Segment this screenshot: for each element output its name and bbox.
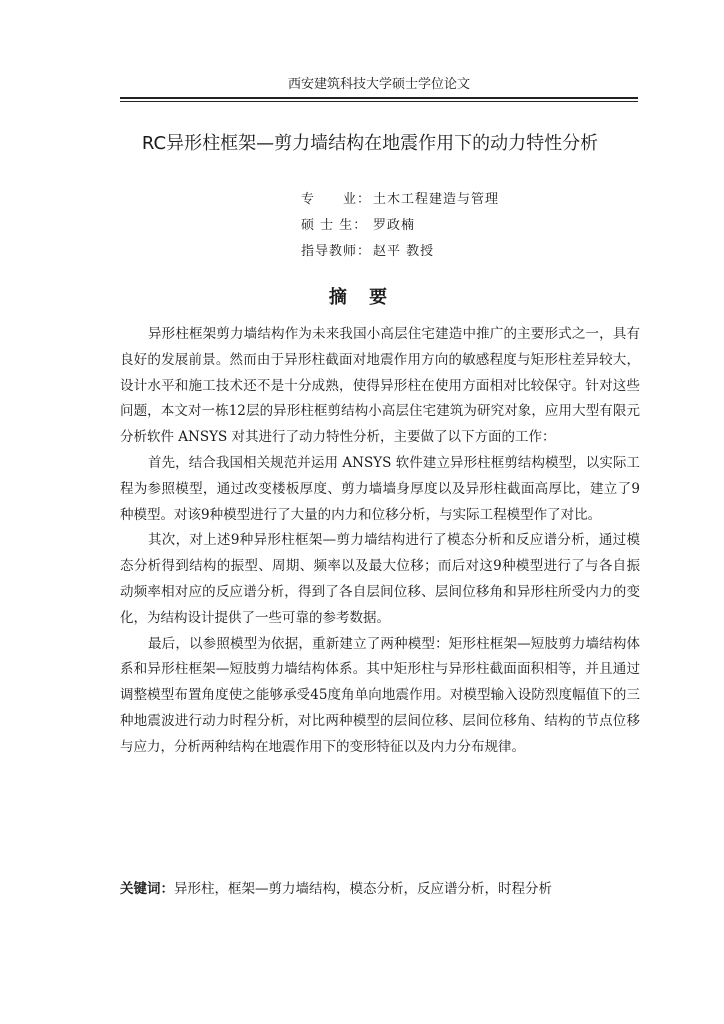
meta-advisor-label: 指导教师： <box>301 244 372 259</box>
header-rule-thin <box>120 101 638 102</box>
meta-student <box>301 213 641 239</box>
header-rule-thick <box>120 97 638 99</box>
paper-title: RC异形柱框架—剪力墙结构在地震作用下的动力特性分析 <box>141 133 599 154</box>
author-meta <box>301 187 641 265</box>
meta-student-value: 罗政楠 <box>373 218 416 233</box>
running-header: 西安建筑科技大学硕士学位论文 <box>287 77 470 92</box>
meta-student-label: 硕 士 生： <box>301 218 368 233</box>
abstract-paragraph: 异形柱框架剪力墙结构作为未来我国小高层住宅建造中推广的主要形式之一，具有良好的发展前景。然而由于异形柱截面对地震作用方向的敏感程度与矩形柱差异较大，设计水平和施工技术还不是十分成熟，使得异形柱在使用方面相对比较保守。针对这些问题，本文对一栋12层的异形柱框剪结构小高层住宅建筑为研究对象，应用大型有限元分析软件 ANSYS 对其进行了动力特性分析，主要做了以下方面的工作： <box>120 326 640 446</box>
abstract-heading: 摘 要 <box>328 287 396 308</box>
abstract-paragraph: 最后，以参照模型为依据，重新建立了两种模型：矩形柱框架—短肢剪力墙结构体系和异形柱框架—短肢剪力墙结构体系。其中矩形柱与异形柱截面面积相等，并且通过调整模型布置角度使之能够承受45度角单向地震作用。对模型输入设防烈度幅值下的三种地震波进行动力时程分析，对比两种模型的层间位移、层间位移角、结构的节点位移与应力，分析两种结构在地震作用下的变形特征以及内力分布规律。 <box>120 635 640 755</box>
abstract-paragraph: 其次，对上述9种异形柱框架—剪力墙结构进行了模态分析和反应谱分析，通过模态分析得到结构的振型、周期、频率以及最大位移；而后对这9种模型进行了与各自振动频率相对应的反应谱分析，得到了各自层间位移、层间位移角和异形柱所受内力的变化，为结构设计提供了一些可靠的参考数据。 <box>120 532 640 626</box>
keywords-value: 异形柱，框架—剪力墙结构，模态分析，反应谱分析，时程分析 <box>174 881 552 897</box>
abstract-paragraph: 首先，结合我国相关规范并运用 ANSYS 软件建立异形柱框剪结构模型，以实际工程为参照模型，通过改变楼板厚度、剪力墙墙身厚度以及异形柱截面高厚比，建立了9种模型。对该9种模型进行了大量的内力和位移分析，与实际工程模型作了对比。 <box>120 454 640 523</box>
keywords-label: 关键词： <box>120 881 174 897</box>
abstract-body <box>120 322 640 761</box>
meta-advisor-value: 赵平 教授 <box>373 244 435 259</box>
meta-major-value: 土木工程建造与管理 <box>373 192 500 207</box>
meta-advisor <box>301 239 641 265</box>
keywords <box>120 878 640 900</box>
meta-major-label: 专 业： <box>301 192 372 207</box>
meta-major <box>301 187 641 213</box>
